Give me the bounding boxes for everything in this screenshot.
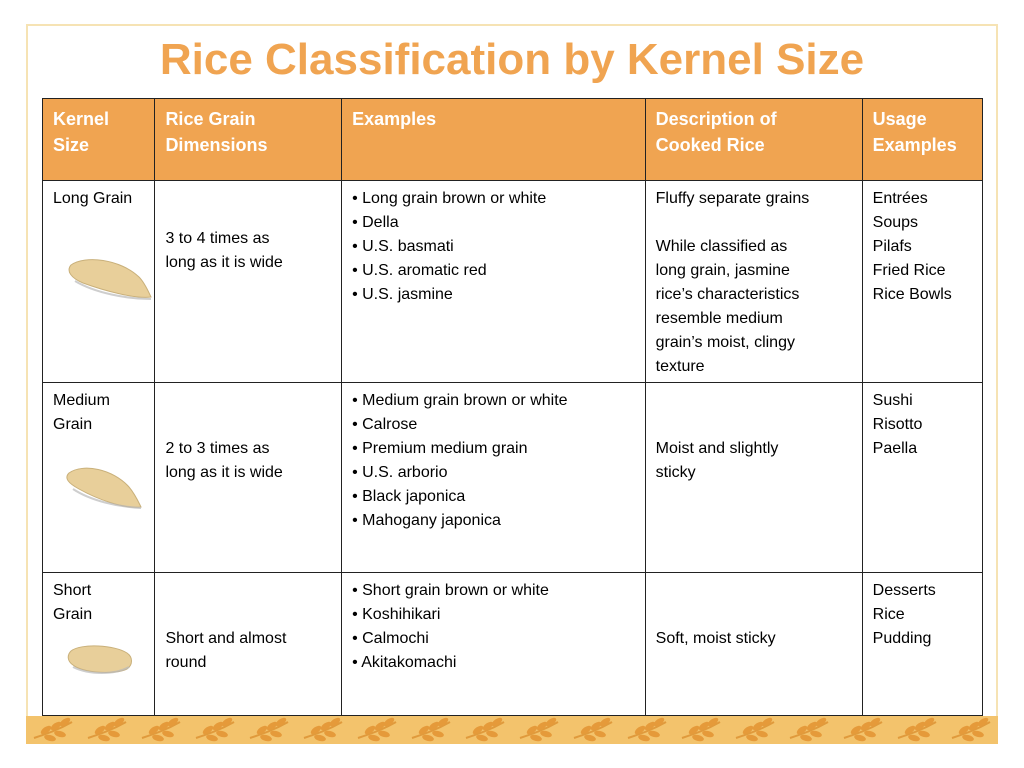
list-item: • U.S. jasmine xyxy=(352,286,453,303)
header-usage-examples: Usage Examples xyxy=(862,99,982,181)
header-grain-dimensions: Rice Grain Dimensions xyxy=(155,99,342,181)
dimensions-cell: 3 to 4 times as long as it is wide xyxy=(155,181,342,383)
list-item: • Akitakomachi xyxy=(352,654,457,671)
header-row xyxy=(43,99,983,181)
list-item: • Short grain brown or white xyxy=(352,582,549,599)
list-item: • Medium grain brown or white xyxy=(352,392,568,409)
list-item: • U.S. arborio xyxy=(352,464,448,481)
list-item: • Premium medium grain xyxy=(352,440,528,457)
examples-cell xyxy=(342,383,646,573)
list-item: • Della xyxy=(352,214,399,231)
examples-cell xyxy=(342,181,646,383)
list-item: • Black japonica xyxy=(352,488,466,505)
decorative-footer-band xyxy=(26,716,998,744)
header-examples: Examples xyxy=(342,99,646,181)
medium-grain-icon xyxy=(63,461,145,519)
table-row-short-grain xyxy=(43,573,983,716)
rice-classification-table xyxy=(42,98,983,716)
list-item: • Calmochi xyxy=(352,630,429,647)
dimensions-cell: 2 to 3 times as long as it is wide xyxy=(155,383,342,573)
usage-cell: Sushi Risotto Paella xyxy=(862,383,982,573)
list-item: • U.S. basmati xyxy=(352,238,454,255)
usage-cell: Desserts Rice Pudding xyxy=(862,573,982,716)
kernel-size-cell: Short Grain xyxy=(43,573,155,716)
header-kernel-size: Kernel Size xyxy=(43,99,155,181)
usage-cell: Entrées Soups Pilafs Fried Rice Rice Bowls xyxy=(862,181,982,383)
list-item: • Calrose xyxy=(352,416,418,433)
table-row-long-grain xyxy=(43,181,983,383)
description-cell: Moist and slightly sticky xyxy=(645,383,862,573)
kernel-size-cell: Medium Grain xyxy=(43,383,155,573)
short-grain-icon xyxy=(65,639,135,679)
header-cooked-description: Description of Cooked Rice xyxy=(645,99,862,181)
list-item: • Koshihikari xyxy=(352,606,441,623)
description-cell: Soft, moist sticky xyxy=(645,573,862,716)
list-item: • Long grain brown or white xyxy=(352,190,547,207)
dimensions-cell: Short and almost round xyxy=(155,573,342,716)
description-cell: Fluffy separate grains While classified as long grain, jasmine rice’s characteristics resemble medium grain’s moist, clingy texture xyxy=(645,181,862,383)
long-grain-icon xyxy=(65,251,155,311)
list-item: • Mahogany japonica xyxy=(352,512,501,529)
kernel-size-cell: Long Grain xyxy=(43,181,155,383)
examples-cell xyxy=(342,573,646,716)
table-row-medium-grain xyxy=(43,383,983,573)
slide-title: Rice Classification by Kernel Size xyxy=(159,35,865,84)
wheat-sprig-icon xyxy=(26,716,998,744)
list-item: • U.S. aromatic red xyxy=(352,262,487,279)
